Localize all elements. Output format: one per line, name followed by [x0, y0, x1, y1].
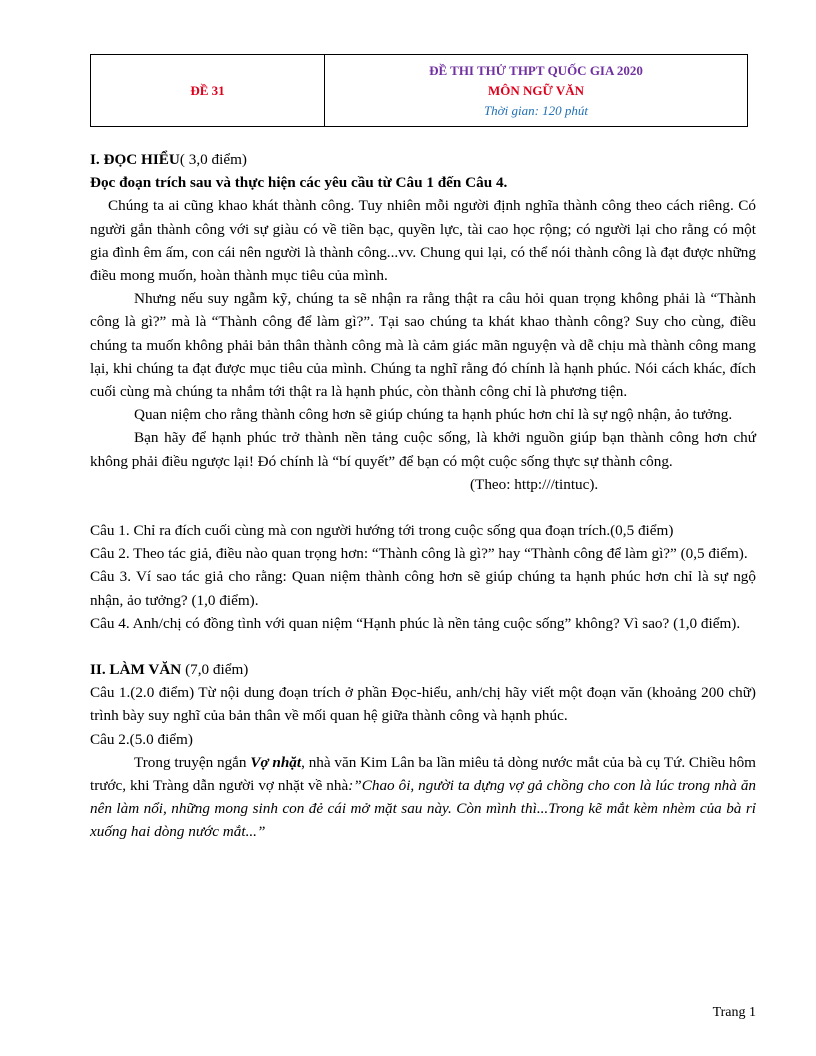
- spacer: [90, 635, 756, 658]
- section2-heading: [90, 658, 756, 681]
- question-3: Câu 3. Ví sao tác giả cho rằng: Quan niệm thành công hơn sẽ giúp chúng ta hạnh phúc hơn chỉ là sự ngộ nhận, ảo tưởng? (1,0 điểm).: [90, 568, 756, 609]
- passage-paragraph-2: Nhưng nếu suy ngẫm kỹ, chúng ta sẽ nhận ra rằng thật ra câu hỏi quan trọng không phải là “Thành công là gì?” mà là “Thành công để làm gì?”. Tại sao chúng ta khát khao thành công? Suy cho cùng, điều chúng ta muốn không phải bản thân thành công mà là cảm giác mãn nguyện và dễ chịu mà thành công mang lại, khi chúng ta đạt được mục tiêu của mình. Chúng ta nghĩ rằng đó chính là hạnh phúc. Nói cách khác, đích cuối cùng mà chúng ta nhắm tới thật ra là hạnh phúc, còn thành công chỉ là phương tiện.: [90, 290, 756, 401]
- essay-question-1: Câu 1.(2.0 điểm) Từ nội dung đoạn trích ở phần Đọc-hiểu, anh/chị hãy viết một đoạn văn (khoảng 200 chữ) trình bày suy nghĩ của bản thân về mối quan hệ giữa thành công và hạnh phúc.: [90, 684, 756, 725]
- passage-paragraph-1: Chúng ta ai cũng khao khát thành công. Tuy nhiên mỗi người định nghĩa thành công theo cách riêng. Có người gắn thành công với sự giàu có về tiền bạc, quyền lực, tài cao học rộng; có người lại cho rằng có một gia đình êm ấm, con cái nên người là thành công...vv. Chung qui lại, có thể nói thành công là đạt được những điều mong muốn, hoàn thành mục tiêu của mình.: [90, 197, 756, 285]
- question-4: Câu 4. Anh/chị có đồng tình với quan niệm “Hạnh phúc là nền tảng cuộc sống” không? Vì sao? (1,0 điểm).: [90, 614, 741, 632]
- section2-heading-bold: II. LÀM VĂN: [90, 661, 182, 679]
- q2-text-mid: , nhà văn Kim Lân ba lần miêu tả dòng nước mắt của bà cụ Tứ. Chiều hôm trước, khi Tràng dẫn người vợ nhặt về nhà: [90, 753, 756, 795]
- q2-text-pre: Trong truyện ngắn: [134, 753, 251, 771]
- question-1: Câu 1. Chỉ ra đích cuối cùng mà con người hướng tới trong cuộc sống qua đoạn trích.(0,5 điểm): [90, 522, 674, 540]
- section1-heading: [90, 148, 756, 171]
- section1-heading-bold: I. ĐỌC HIỂU: [90, 151, 180, 168]
- exam-title: ĐỀ THI THỬ THPT QUỐC GIA 2020: [429, 62, 643, 78]
- essay-question-2-label: Câu 2.(5.0 điểm): [90, 730, 193, 748]
- section1-instruction: Đọc đoạn trích sau và thực hiện các yêu cầu từ Câu 1 đến Câu 4.: [90, 174, 508, 192]
- essay-question-2-body: [90, 751, 756, 844]
- question-2: Câu 2. Theo tác giả, điều nào quan trọng hơn: “Thành công là gì?” hay “Thành công để làm gì?” (0,5 điểm).: [90, 545, 748, 563]
- exam-time: Thời gian: 120 phút: [483, 102, 589, 118]
- passage-source: (Theo: http:///tintuc).: [470, 475, 599, 493]
- passage-paragraph-4: Bạn hãy để hạnh phúc trở thành nền tảng cuộc sống, là khởi nguồn giúp bạn thành công hơn chứ không phải điều ngược lại! Đó chính là “bí quyết” để bạn có một cuộc sống thực sự thành công.: [90, 429, 756, 470]
- section2-heading-points: (7,0 điểm): [181, 661, 249, 679]
- q2-quote: :”Chao ôi, người ta dựng vợ gả chồng cho con là lúc trong nhà ăn nên làm nổi, những mong sinh con đẻ cái mở mặt sau này. Còn mình thì...Trong kẽ mắt kèm nhèm của bà rỉ xuống hai dòng nước mắt...”: [90, 777, 757, 841]
- exam-info: [325, 55, 747, 126]
- exam-header-table: [90, 54, 748, 127]
- section1-heading-points: ( 3,0 điểm): [179, 151, 247, 168]
- page-number: Trang 1: [712, 1005, 756, 1020]
- spacer: [90, 496, 756, 519]
- passage-paragraph-3: Quan niệm cho rằng thành công hơn sẽ giúp chúng ta hạnh phúc hơn chỉ là sự ngộ nhận, ảo tưởng.: [134, 406, 733, 424]
- exam-number: ĐỀ 31: [91, 55, 325, 126]
- exam-content: [90, 148, 756, 844]
- exam-subject: MÔN NGỮ VĂN: [487, 82, 585, 98]
- q2-work-title: Vợ nhặt: [250, 753, 302, 771]
